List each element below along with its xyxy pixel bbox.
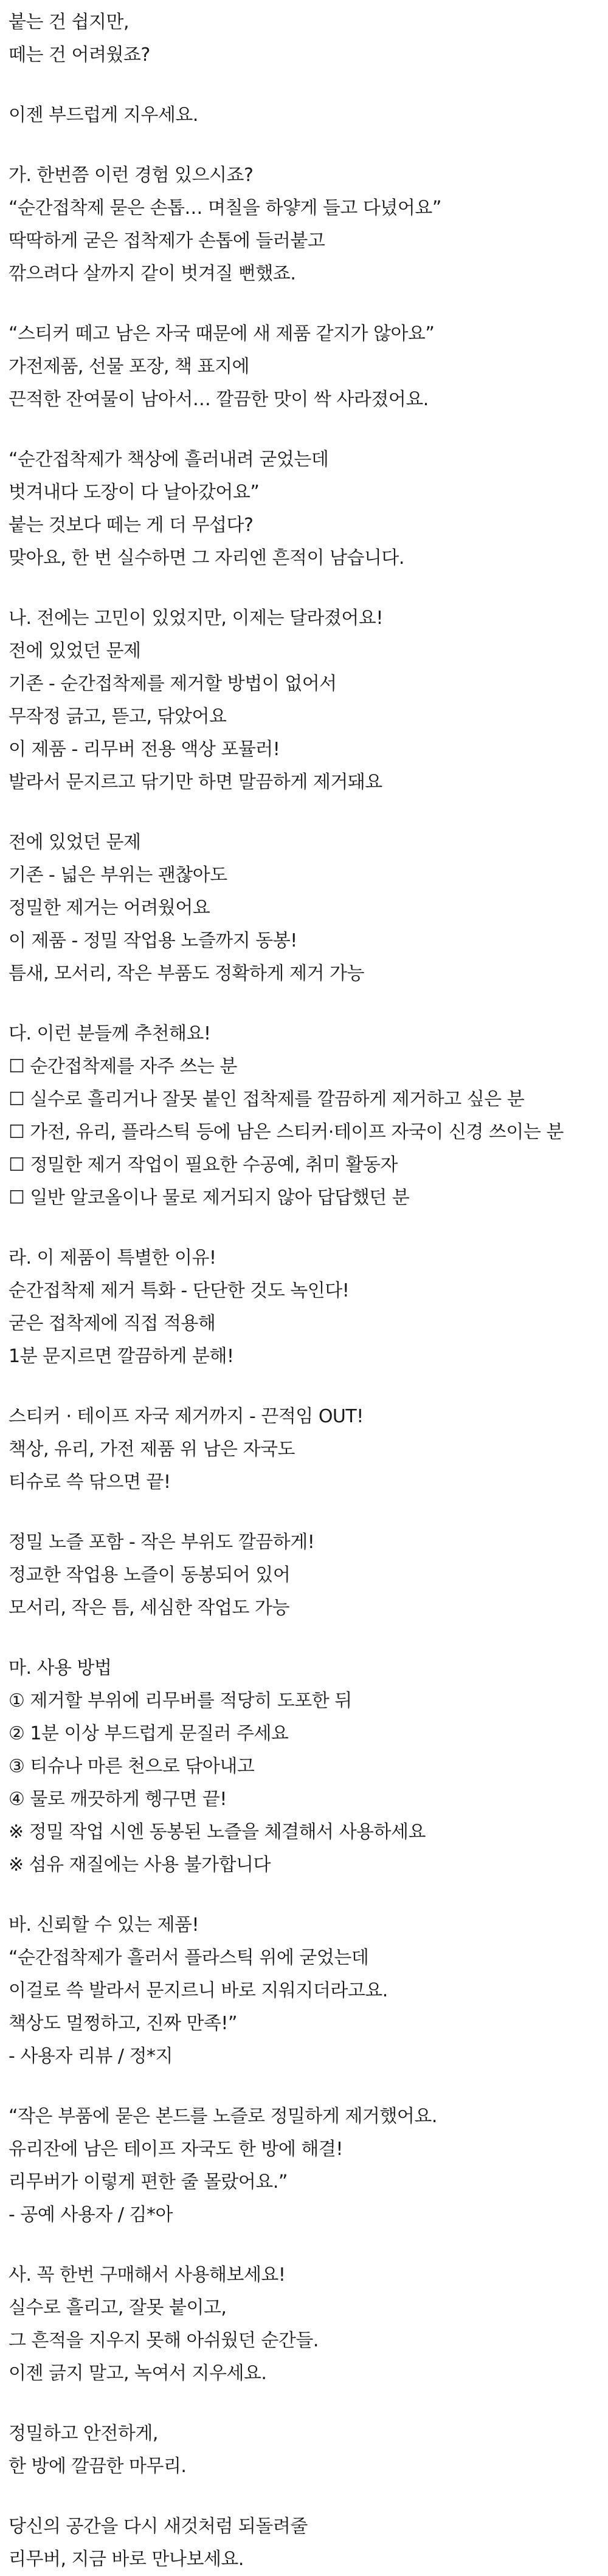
text-line: 무작정 긁고, 뜯고, 닦았어요 (9, 706, 227, 727)
text-line: 책상도 멀쩡하고, 진짜 만족!” (9, 2013, 237, 2034)
text-line: 전에 있었던 문제 (9, 640, 141, 662)
text-block-tagline (9, 99, 608, 132)
text-line: 굳은 접착제에 직접 적용해 (9, 1313, 216, 1334)
text-line: 붙는 건 쉽지만, (9, 12, 129, 33)
text-line: ※ 섬유 재질에는 사용 불가합니다 (9, 1854, 271, 1875)
text-line: ④ 물로 깨끗하게 헹구면 끝! (9, 1789, 227, 1810)
text-line: ☐ 가전, 유리, 플라스틱 등에 남은 스티커·테이프 자국이 신경 쓰이는 분 (9, 1122, 564, 1143)
text-block-section-da (9, 1018, 608, 1214)
text-line: 실수로 흘리고, 잘못 붙이고, (9, 2297, 227, 2318)
text-line: 순간접착제 제거 특화 - 단단한 것도 녹인다! (9, 1280, 350, 1301)
text-line: 다. 이런 분들께 추천해요! (9, 1023, 211, 1044)
text-line: ② 1분 이상 부드럽게 문질러 주세요 (9, 1723, 289, 1744)
text-line: “스티커 떼고 남은 자국 때문에 새 제품 같지가 않아요” (9, 323, 435, 344)
text-line: - 사용자 리뷰 / 정*지 (9, 2046, 173, 2067)
text-block-section-ra-2 (9, 1400, 608, 1499)
text-block-section-ga-2 (9, 318, 608, 416)
text-line: 책상, 유리, 가전 제품 위 남은 자국도 (9, 1439, 295, 1460)
text-line: 정밀한 제거는 어려웠어요 (9, 897, 210, 919)
text-line: - 공예 사용자 / 김*아 (9, 2204, 173, 2225)
text-block-section-ga-1 (9, 159, 608, 290)
text-block-section-ga-3 (9, 444, 608, 575)
text-line: “순간접착제 묻은 손톱… 며칠을 하얗게 들고 다녔어요” (9, 197, 441, 219)
text-line: 기존 - 순간접착제를 제거할 방법이 없어서 (9, 673, 337, 694)
text-block-section-ma (9, 1652, 608, 1882)
text-line: 맞아요, 한 번 실수하면 그 자리엔 흔적이 남습니다. (9, 547, 404, 569)
text-line: ☐ 순간접착제를 자주 쓰는 분 (9, 1056, 237, 1077)
text-line: 모서리, 작은 틈, 세심한 작업도 가능 (9, 1597, 289, 1619)
text-line: 한 방에 깔끔한 마무리. (9, 2456, 187, 2477)
text-line: 깎으려다 살까지 같이 벗겨질 뻔했죠. (9, 263, 296, 284)
text-line: 틈새, 모서리, 작은 부품도 정확하게 제거 가능 (9, 963, 364, 984)
text-line: ☐ 실수로 흘리거나 잘못 붙인 접착제를 깔끔하게 제거하고 싶은 분 (9, 1089, 525, 1110)
text-line: “순간접착제가 책상에 흘러내려 굳었는데 (9, 449, 329, 470)
text-line: 벗겨내다 도장이 다 날아갔어요” (9, 482, 260, 503)
text-line: ※ 정밀 작업 시엔 동봉된 노즐을 체결해서 사용하세요 (9, 1821, 426, 1843)
text-line: ☐ 정밀한 제거 작업이 필요한 수공예, 취미 활동자 (9, 1154, 398, 1176)
text-line: 이젠 긁지 말고, 녹여서 지우세요. (9, 2363, 267, 2384)
text-line: 떼는 건 어려웠죠? (9, 44, 150, 66)
text-line: 딱딱하게 굳은 접착제가 손톱에 들러붙고 (9, 230, 325, 252)
text-line: 유리잔에 남은 테이프 자국도 한 방에 해결! (9, 2139, 343, 2160)
text-line: 바. 신뢰할 수 있는 제품! (9, 1914, 199, 1936)
text-line: 끈적한 잔여물이 남아서… 깔끔한 맛이 싹 사라졌어요. (9, 389, 429, 410)
text-line: 전에 있었던 문제 (9, 832, 141, 853)
text-line: 이젠 부드럽게 지우세요. (9, 104, 198, 126)
text-line: “작은 부품에 묻은 본드를 노즐로 정밀하게 제거했어요. (9, 2106, 437, 2127)
text-line: 정밀하고 안전하게, (9, 2423, 158, 2444)
text-block-section-ba-2 (9, 2100, 608, 2232)
text-line: 정밀 노즐 포함 - 작은 부위도 깔끔하게! (9, 1532, 315, 1553)
text-block-closing-2 (9, 2510, 608, 2576)
text-block-intro (9, 6, 608, 72)
text-line: 정교한 작업용 노즐이 동봉되어 있어 (9, 1564, 291, 1586)
text-block-closing-1 (9, 2417, 608, 2483)
text-line: 마. 사용 방법 (9, 1657, 112, 1679)
text-block-section-ra-1 (9, 1242, 608, 1373)
text-block-section-ba-1 (9, 1909, 608, 2073)
text-line: 티슈로 쓱 닦으면 끝! (9, 1471, 171, 1493)
text-line: 이 제품 - 리무버 전용 액상 포뮬러! (9, 739, 280, 760)
text-line: 이걸로 쓱 발라서 문지르니 바로 지워지더라고요. (9, 1980, 388, 2001)
text-line: 라. 이 제품이 특별한 이유! (9, 1247, 216, 1269)
text-line: 가. 한번쯤 이런 경험 있으시죠? (9, 165, 254, 186)
text-line: 사. 꼭 한번 구매해서 사용해보세요! (9, 2264, 286, 2286)
text-line: 이 제품 - 정밀 작업용 노즐까지 동봉! (9, 930, 297, 951)
text-line: 붙는 것보다 떼는 게 더 무섭다? (9, 515, 254, 536)
text-block-section-na-2 (9, 826, 608, 990)
text-line: 기존 - 넓은 부위는 괜찮아도 (9, 865, 227, 886)
text-line: 당신의 공간을 다시 새것처럼 되돌려줄 (9, 2516, 308, 2537)
text-line: 1분 문지르면 깔끔하게 분해! (9, 1346, 234, 1367)
text-line: ① 제거할 부위에 리무버를 적당히 도포한 뒤 (9, 1690, 352, 1711)
text-line: “순간접착제가 흘러서 플라스틱 위에 굳었는데 (9, 1947, 369, 1968)
text-line: 그 흔적을 지우지 못해 아쉬웠던 순간들. (9, 2330, 319, 2351)
text-line: ③ 티슈나 마른 천으로 닦아내고 (9, 1756, 255, 1777)
text-block-section-na-1 (9, 602, 608, 799)
text-line: ☐ 일반 알코올이나 물로 제거되지 않아 답답했던 분 (9, 1187, 410, 1208)
text-line: 리무버가 이렇게 편한 줄 몰랐어요.” (9, 2171, 288, 2193)
text-line: 스티커 · 테이프 자국 제거까지 - 끈적임 OUT! (9, 1406, 364, 1427)
text-line: 리무버, 지금 바로 만나보세요. (9, 2549, 244, 2570)
text-line: 나. 전에는 고민이 있었지만, 이제는 달라졌어요! (9, 608, 383, 629)
text-block-section-sa (9, 2259, 608, 2390)
text-line: 가전제품, 선물 포장, 책 표지에 (9, 356, 249, 377)
text-block-section-ra-3 (9, 1526, 608, 1625)
text-line: 발라서 문지르고 닦기만 하면 말끔하게 제거돼요 (9, 772, 382, 793)
